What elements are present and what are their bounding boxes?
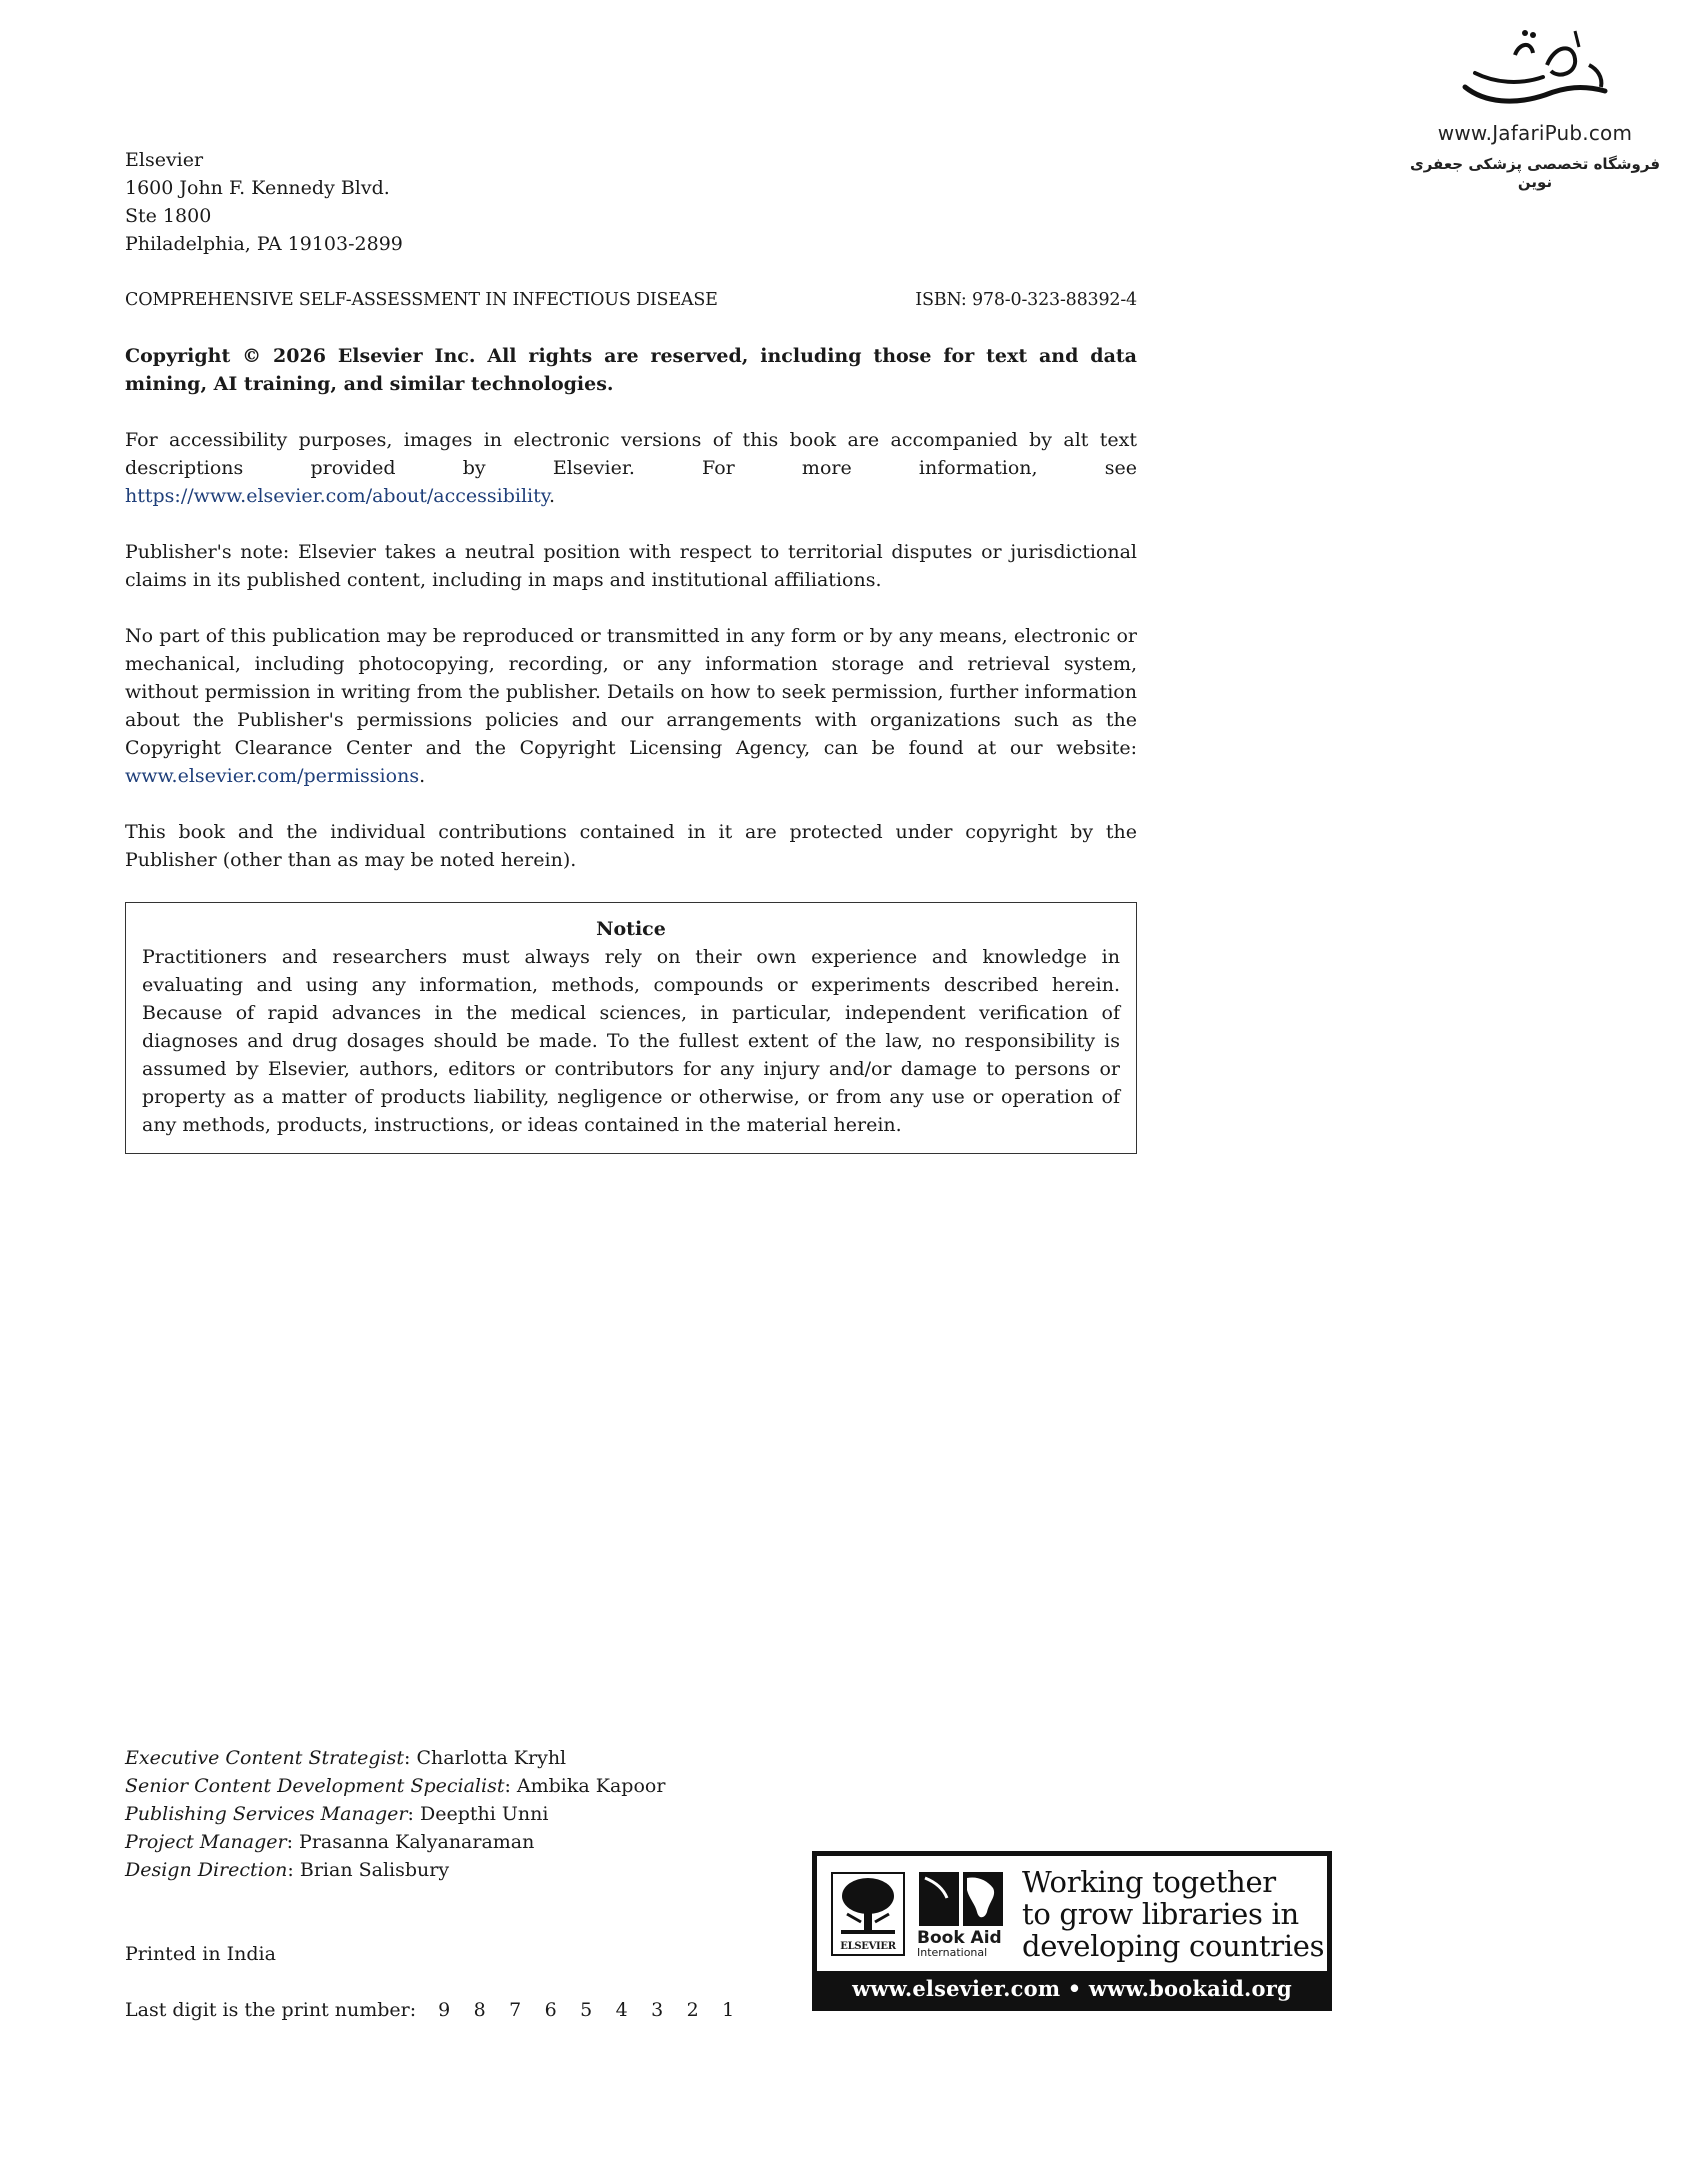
permissions-paragraph: [125, 622, 1137, 790]
print-digit: 2: [686, 1999, 699, 2021]
notice-box: [125, 902, 1137, 1154]
credit-name: Deepthi Unni: [419, 1803, 549, 1825]
credit-name: Charlotta Kryhl: [416, 1747, 567, 1769]
print-digit: 5: [580, 1999, 593, 2021]
main-content: [125, 146, 1137, 1154]
jafaripub-logo-icon: [1455, 25, 1615, 121]
credit-line: Executive Content Strategist: Charlotta Kryhl: [125, 1747, 567, 1769]
print-digit: 1: [722, 1999, 735, 2021]
print-digit: 6: [544, 1999, 557, 2021]
credit-role: Design Direction: [125, 1859, 288, 1881]
bookaid-footer-urls: www.elsevier.com • www.bookaid.org: [852, 1976, 1292, 2001]
slogan-line: to grow libraries in: [1022, 1897, 1299, 1931]
title-isbn-row: [125, 286, 1137, 314]
watermark-url: www.JafariPub.com: [1437, 121, 1633, 145]
notice-title: Notice: [596, 918, 666, 940]
publishers-note: Publisher's note: Elsevier takes a neutral position with respect to territorial disputes or jurisdictional claims in its published content, including in maps and institutional affiliations.: [125, 541, 1137, 591]
bookaid-africa-icon: [917, 1868, 1007, 1928]
bookaid-name: Book Aid: [917, 1928, 1002, 1948]
bookaid-slogan: [1022, 1866, 1324, 1962]
credits-list: [125, 1744, 665, 1884]
credit-line: Design Direction: Brian Salisbury: [125, 1859, 450, 1881]
print-number-line: [125, 1996, 758, 2024]
credit-line: Senior Content Development Specialist: Ambika Kapoor: [125, 1775, 666, 1797]
print-digit: 3: [651, 1999, 664, 2021]
elsevier-label: ELSEVIER: [840, 1941, 896, 1952]
copyright-statement: Copyright © 2026 Elsevier Inc. All rights are reserved, including those for text and data mining, AI training, and similar technologies.: [125, 345, 1137, 395]
slogan-line: Working together: [1022, 1865, 1276, 1899]
credit-role: Senior Content Development Specialist: [125, 1775, 505, 1797]
jafaripub-watermark: [1395, 25, 1675, 200]
credit-name: Ambika Kapoor: [516, 1775, 666, 1797]
print-digits: [438, 1996, 758, 2024]
address-line: Philadelphia, PA 19103-2899: [125, 233, 403, 255]
elsevier-logo: [831, 1872, 905, 1956]
address-line: Ste 1800: [125, 205, 212, 227]
watermark-subtitle: فروشگاه تخصصی پزشکی جعفری نوین: [1409, 155, 1661, 191]
accessibility-end: .: [548, 485, 556, 507]
credit-role: Executive Content Strategist: [125, 1747, 405, 1769]
permissions-link[interactable]: www.elsevier.com/permissions: [125, 765, 420, 787]
printed-in: Printed in India: [125, 1943, 276, 1965]
bookaid-banner-inner: [817, 1856, 1327, 1971]
print-digit: 7: [509, 1999, 522, 2021]
slogan-line: developing countries: [1022, 1929, 1325, 1963]
credit-role: Publishing Services Manager: [125, 1803, 408, 1825]
address-line: Elsevier: [125, 149, 204, 171]
print-digit: 8: [473, 1999, 486, 2021]
notice-body: Practitioners and researchers must always rely on their own experience and knowledge in evaluating and using any information, methods, compounds or experiments described herein. Because of rapid advances in the medical sciences, in particular, independent verification of diagnoses and drug dosages should be made. To the fullest extent of the law, no responsibility is assumed by Elsevier, authors, editors or contributors for any injury and/or damage to persons or property as a matter of products liability, negligence or otherwise, or from any use or operation of any methods, products, instructions, or ideas contained in the material herein.: [142, 946, 1120, 1136]
credit-line: Project Manager: Prasanna Kalyanaraman: [125, 1831, 535, 1853]
accessibility-link[interactable]: https://www.elsevier.com/about/accessibility: [125, 485, 549, 507]
print-digit: 4: [615, 1999, 628, 2021]
bookaid-international: International: [917, 1946, 988, 1959]
bookaid-banner: [812, 1851, 1332, 2011]
publisher-address: [125, 146, 1137, 258]
credit-role: Project Manager: [125, 1831, 287, 1853]
address-line: 1600 John F. Kennedy Blvd.: [125, 177, 390, 199]
isbn: ISBN: 978-0-323-88392-4: [915, 290, 1137, 310]
print-number-label: Last digit is the print number:: [125, 1999, 417, 2021]
credit-name: Brian Salisbury: [299, 1859, 450, 1881]
bookaid-logo: [917, 1868, 1007, 1964]
book-title: COMPREHENSIVE SELF-ASSESSMENT IN INFECTIOUS DISEASE: [125, 290, 718, 310]
credit-line: Publishing Services Manager: Deepthi Unni: [125, 1803, 549, 1825]
accessibility-paragraph: [125, 426, 1137, 510]
print-digit: 9: [438, 1999, 451, 2021]
credit-name: Prasanna Kalyanaraman: [299, 1831, 535, 1853]
elsevier-tree-icon: [833, 1874, 903, 1940]
permissions-end: .: [419, 765, 426, 787]
permissions-text: No part of this publication may be reproduced or transmitted in any form or by any means, electronic or mechanical, including photocopying, recording, or any information storage and retrieval system, without permission in writing from the publisher. Details on how to seek permission, further information about the Publisher's permissions policies and our arrangements with organizations such as the Copyright Clearance Center and the Copyright Licensing Agency, can be found at our website:: [125, 625, 1137, 759]
protection-paragraph: This book and the individual contributions contained in it are protected under copyright by the Publisher (other than as may be noted herein).: [125, 821, 1137, 871]
accessibility-text: For accessibility purposes, images in electronic versions of this book are accompanied by alt text descriptions provided by Elsevier. For more information, see: [125, 429, 1137, 479]
